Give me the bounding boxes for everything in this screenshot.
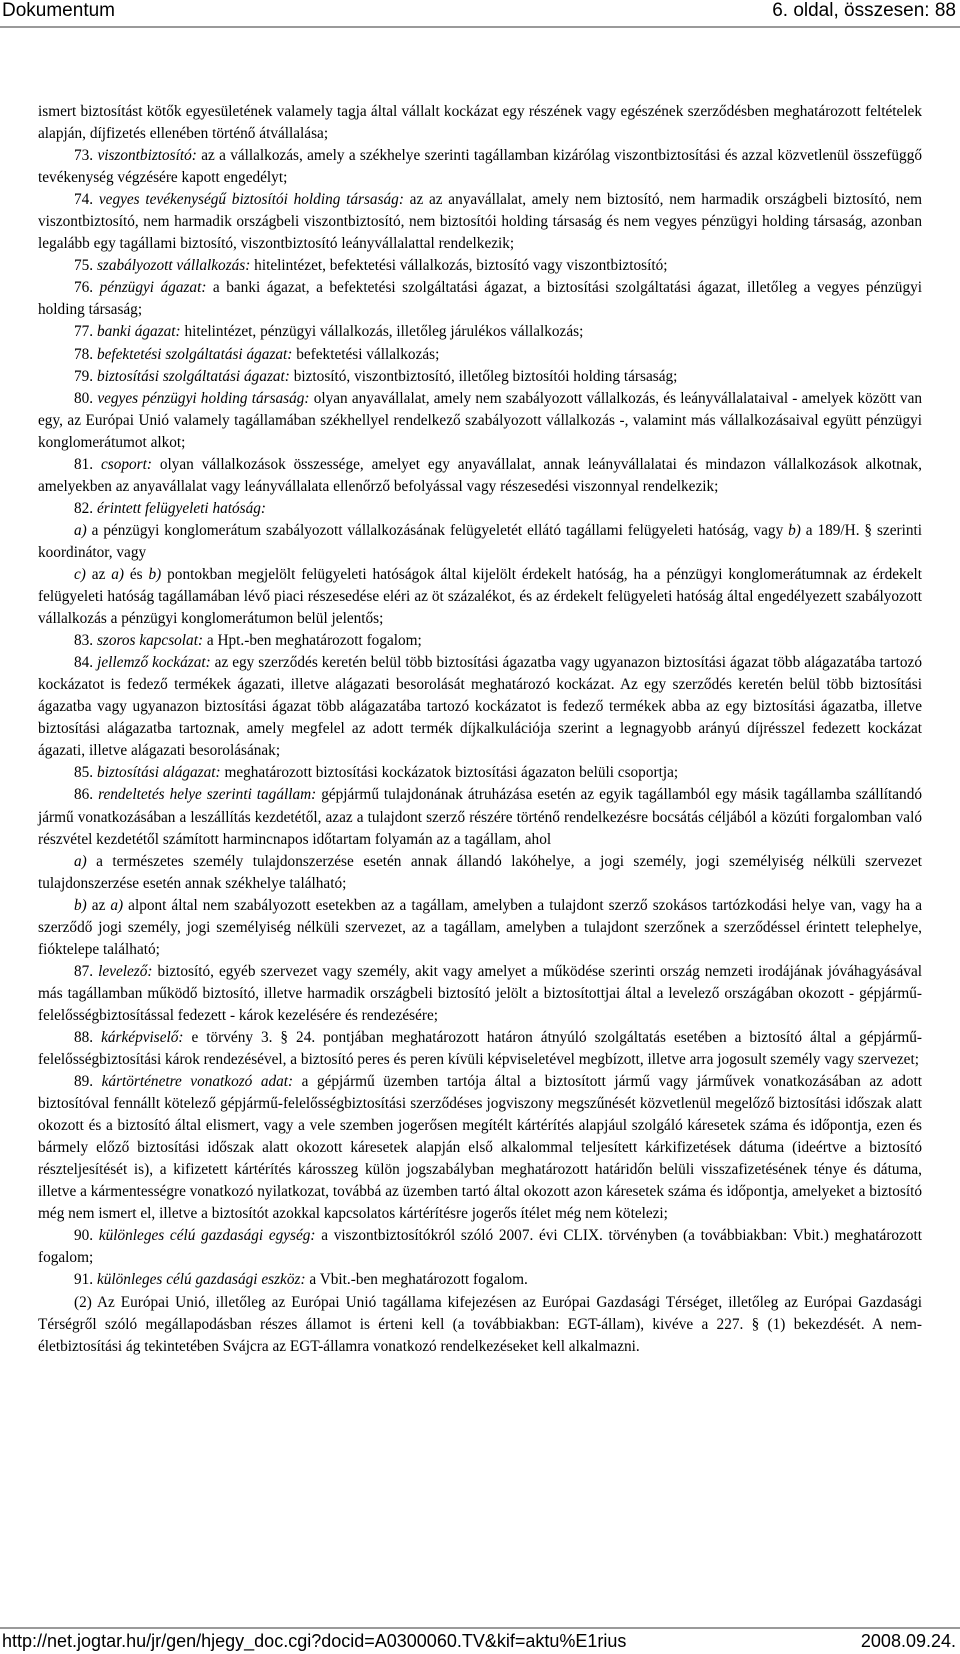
paragraph-text: 84. xyxy=(74,654,98,672)
paragraph xyxy=(38,454,922,498)
defined-term: a) xyxy=(74,521,87,539)
paragraph-text: 82. xyxy=(74,499,97,517)
paragraph xyxy=(38,1292,922,1358)
paragraph xyxy=(38,1027,922,1071)
paragraph-text: az egy szerződés keretén belül több biztosítási ágazatba vagy ugyanazon biztosítási ágazat több alágazatába tartozó kockázatot is fedező termékek ágazati, illetve alágazati besorolását meghatározó kockázat. Az egy szerződés keretén belül több biztosítási ágazatba vagy ugyanazon biztosítási ágazat több alágazatába tartozó kockázatot is fedező termékek abba az egy biztosítási ágazatba, illetve biztosítási alágazatba tartoznak, amely megfelel az adott termék díjkalkulációja szerint a legnagyobb arányú díjrésszel fedezett kockázat ágazati, illetve alágazati besorolásának; xyxy=(38,654,922,760)
paragraph-text: 79. xyxy=(74,367,97,385)
defined-term: vegyes tevékenységű biztosítói holding társaság: xyxy=(98,191,404,209)
paragraph xyxy=(38,564,922,630)
paragraph-text: 76. xyxy=(74,279,100,297)
paragraph-text: olyan anyavállalat, amely nem szabályozott vállalkozás, és leányvállalataival - amelyek között van egy, az Európai Unió valamely tagállamában székhellyel rendelkező szabályozott vállalkozás -, valamint más vállalkozásaival együtt pénzügyi konglomerátumot alkot; xyxy=(38,389,923,451)
defined-term: érintett felügyeleti hatóság: xyxy=(96,499,267,517)
paragraph xyxy=(38,255,922,277)
page-counter: 6. oldal, összesen: 88 xyxy=(772,0,956,21)
paragraph-text: a 189/H. § szerinti koordinátor, vagy xyxy=(38,521,922,561)
page-header xyxy=(0,0,960,24)
defined-term: rendeltetés helye szerinti tagállam: xyxy=(98,786,317,804)
defined-term: b) xyxy=(74,896,87,914)
paragraph-text: biztosító, egyéb szervezet vagy személy, akit vagy amelyet a működése szerinti ország nemzeti irodájának jóváhagyásával más tagállamban működő biztosító, illetve harmadik országbeli biztosító jelölt a biztosítottjai által a levelező országában okozott - gépjármű-felelősségbiztosítással fedezett - károk kezelésére és rendezésére; xyxy=(38,962,922,1024)
paragraph xyxy=(38,366,922,388)
paragraph-text: a természetes személy tulajdonszerzése esetén annak állandó lakóhelye, a jogi személy, jogi személyiség nélküli szervezet tulajdonszerzése esetén annak székhelye található; xyxy=(38,852,922,892)
paragraph xyxy=(38,498,922,520)
defined-term: pénzügyi ágazat: xyxy=(99,279,207,297)
paragraph xyxy=(38,762,922,784)
paragraph-text: a banki ágazat, a befektetési szolgáltatási ágazat, a biztosítási szolgáltatási ágazat, illetőleg a vegyes pénzügyi holding társaság; xyxy=(38,279,923,319)
paragraph xyxy=(38,321,922,343)
paragraph-text: a Vbit.-ben meghatározott fogalom. xyxy=(305,1271,528,1289)
paragraph xyxy=(38,344,922,366)
paragraph xyxy=(38,1225,922,1269)
paragraph-text: az az anyavállalat, amely nem biztosító, nem harmadik országbeli biztosító, nem viszontbiztosító, nem harmadik országbeli viszontbiztosító, nem biztosítói holding társaság és nem vegyes pénzügyi holding társaság, azonban legalább egy tagállami biztosító, viszontbiztosító leányvállalattal rendelkezik; xyxy=(38,191,922,253)
paragraph-text: 80. xyxy=(74,389,98,407)
paragraph xyxy=(38,1269,922,1291)
paragraph xyxy=(38,1071,922,1225)
page-footer xyxy=(0,1630,960,1654)
defined-term: vegyes pénzügyi holding társaság: xyxy=(97,389,310,407)
document-title: Dokumentum xyxy=(2,0,115,21)
paragraph-text: és xyxy=(124,565,149,583)
defined-term: kárképviselő: xyxy=(101,1028,184,1046)
paragraph xyxy=(38,652,922,762)
paragraph-text: befektetési vállalkozás; xyxy=(292,345,440,363)
paragraph-text: az xyxy=(85,565,112,583)
paragraph-text: meghatározott biztosítási kockázatok biztosítási ágazaton belüli csoportja; xyxy=(220,764,679,782)
defined-term: jellemző kockázat: xyxy=(97,654,211,672)
paragraph-text: 83. xyxy=(74,632,97,650)
paragraph xyxy=(38,895,922,961)
paragraph-text: e törvény 3. § 24. pontjában meghatározott határon átnyúló szolgáltatás esetében a biztosító által a gépjármű-felelősségbiztosítási károk rendezésével, a biztosító peres és peren kívüli képviseletével megbízott, illetve arra jogosult személy vagy szervezet; xyxy=(38,1028,922,1069)
defined-term: csoport: xyxy=(100,455,152,473)
paragraph-text: hitelintézet, befektetési vállalkozás, biztosító vagy viszontbiztosító; xyxy=(250,257,668,275)
paragraph-text: 88. xyxy=(74,1028,102,1046)
defined-term: b) xyxy=(788,521,801,539)
header-divider xyxy=(0,26,960,28)
paragraph xyxy=(38,388,922,454)
paragraph-text: az a vállalkozás, amely a székhelye szerinti tagállamban kizárólag viszontbiztosítási és azzal közvetlenül összefüggő tevékenység végzésére kapott engedélyt; xyxy=(38,147,922,187)
paragraph-text: olyan vállalkozások összessége, amelyet egy anyavállalat, annak leányvállalatai és mindazon vállalkozások alkotnak, amelyekben az anyavállalat vagy leányvállalata ellenőrző befolyással vagy részesedési viszonnyal rendelkezik; xyxy=(38,455,922,495)
paragraph-text: 91. xyxy=(74,1271,97,1289)
paragraph-text: az xyxy=(86,896,111,914)
defined-term: biztosítási alágazat: xyxy=(96,764,221,782)
defined-term: banki ágazat: xyxy=(96,323,181,341)
defined-term: befektetési szolgáltatási ágazat: xyxy=(96,345,293,363)
defined-term: különleges célú gazdasági eszköz: xyxy=(96,1271,306,1289)
defined-term: kártörténetre vonatkozó adat: xyxy=(101,1073,294,1091)
defined-term: a) xyxy=(110,896,124,914)
paragraph xyxy=(38,784,922,850)
paragraph-text: a pénzügyi konglomerátum szabályozott vállalkozásának felügyeletét ellátó tagállami felügyeleti hatóság, vagy xyxy=(86,521,789,539)
defined-term: viszontbiztosító: xyxy=(97,147,197,165)
paragraph-text: 87. xyxy=(74,962,99,980)
defined-term: biztosítási szolgáltatási ágazat: xyxy=(96,367,290,385)
paragraph-text: 73. xyxy=(74,147,98,165)
defined-term: levelező: xyxy=(98,962,153,980)
paragraph xyxy=(38,101,922,145)
paragraph-text: 77. xyxy=(74,323,97,341)
paragraph-text: (2) Az Európai Unió, illetőleg az Európai Unió tagállama kifejezésen az Európai Gazdasági Térséget, illetőleg az Európai Gazdasági Térségről szóló megállapodásban részes államot is érteni kell (a továbbiakban: EGT-állam), kivéve a 227. § (1) bekezdését. A nem-életbiztosítási ág tekintetében Svájcra az EGT-államra vonatkozó rendelkezéseket kell alkalmazni. xyxy=(38,1293,922,1355)
paragraph-text: gépjármű tulajdonának átruházása esetén az egyik tagállamból egy másik tagállamba szállítandó jármű vonatkozásában a leszállítás kezdetétől, azaz a tulajdont szerző részére történő rendelkezésre bocsátás céljából a közúti forgalomban való részvétel kezdetétől számított harmincnapos időtartam folyamán az a tagállam, ahol xyxy=(38,786,922,848)
paragraph xyxy=(38,145,922,189)
defined-term: szoros kapcsolat: xyxy=(96,632,204,650)
defined-term: szabályozott vállalkozás: xyxy=(96,257,251,275)
defined-term: a) xyxy=(111,565,124,583)
paragraph-text: a Hpt.-ben meghatározott fogalom; xyxy=(203,632,422,650)
paragraph-text: 90. xyxy=(74,1227,99,1245)
paragraph-text: a gépjármű üzemben tartója által a biztosított jármű vagy járművek vonatkozásában az adott biztosítóval fennállt kötelező gépjármű-felelősségbiztosítási szerződéses jogviszony megszűnését közvetlenül megelőző biztosítási időszak alatt okozott és a biztosító által elismert, vagy a vele szemben jogerősen megítélt kártérítés alapjául szolgáló káresetek száma és időpontja, ezen és bármely előző biztosítási időszak alatt okozott káresetek alapján első alkalommal teljesített kárkifizetések dátuma (ideértve a biztosító részteljesítését is), a kifizetett kártérítés károsszeg külön jogszabályban meghatározott határidőn belüli visszafizetésének ténye és dátuma, illetve a kármentességre vonatkozó nyilatkozat, továbbá az üzemben tartó által okozott azon káresetek száma és időpontja, amelyeket a biztosító még nem ismert el, illetve a biztosítót azokkal kapcsolatos kártérítésre jogerős ítélet még nem kötelezi; xyxy=(38,1073,923,1223)
paragraph-text: hitelintézet, pénzügyi vállalkozás, illetőleg járulékos vállalkozás; xyxy=(180,323,584,341)
print-date: 2008.09.24. xyxy=(860,1631,956,1651)
defined-term: a) xyxy=(74,852,87,870)
paragraph-text: biztosító, viszontbiztosító, illetőleg biztosítói holding társaság; xyxy=(289,367,678,385)
defined-term: c) xyxy=(74,565,86,583)
paragraph-text: 86. xyxy=(74,786,99,804)
paragraph-text: pontokban megjelölt felügyeleti hatóságok által kijelölt érdekelt hatóság, ha a pénzügyi konglomerátumnak az érdekelt felügyeleti hatóság tagállamában lévő piaci részesedése eléri az öt százalékot, és az érdekelt felügyeleti hatóság által engedélyezett szabályozott vállalkozás a pénzügyi konglomerátumon belül jelentős; xyxy=(38,565,922,628)
paragraph xyxy=(38,189,922,255)
paragraph xyxy=(38,851,922,895)
defined-term: b) xyxy=(148,565,162,583)
paragraph xyxy=(38,630,922,652)
paragraph-text: a viszontbiztosítókról szóló 2007. évi CLIX. törvényben (a továbbiakban: Vbit.) meghatározott fogalom; xyxy=(38,1227,922,1267)
paragraph-text: ismert biztosítást kötők egyesületének valamely tagja által vállalt kockázat egy részének vagy egészének szerződésben meghatározott feltételek alapján, díjfizetés ellenében történő átvállalása; xyxy=(38,103,922,143)
paragraph-text: alpont által nem szabályozott esetekben az a tagállam, amelyben a tulajdont szerző szokásos tartózkodási helye van, vagy ha a szerződő jogi személy, jogi személyiség nélküli szervezet, az a tagállam, amelyben a tulajdont szerzőnek a szerződéssel érintett telephelye, fióktelepe található; xyxy=(38,896,922,958)
paragraph xyxy=(38,961,922,1027)
paragraph-text: 74. xyxy=(74,191,99,209)
paragraph-text: 85. xyxy=(74,764,97,782)
paragraph-text: 78. xyxy=(74,345,97,363)
footer-divider xyxy=(0,1627,960,1629)
paragraph-text: 75. xyxy=(74,257,97,275)
paragraph xyxy=(38,520,922,564)
paragraph xyxy=(38,277,922,321)
document-body xyxy=(38,101,922,1358)
source-url: http://net.jogtar.hu/jr/gen/hjegy_doc.cgi?docid=A0300060.TV&kif=aktu%E1rius xyxy=(2,1631,627,1651)
paragraph-text: 81. xyxy=(74,455,101,473)
defined-term: különleges célú gazdasági egység: xyxy=(98,1227,316,1245)
paragraph-text: 89. xyxy=(74,1073,102,1091)
